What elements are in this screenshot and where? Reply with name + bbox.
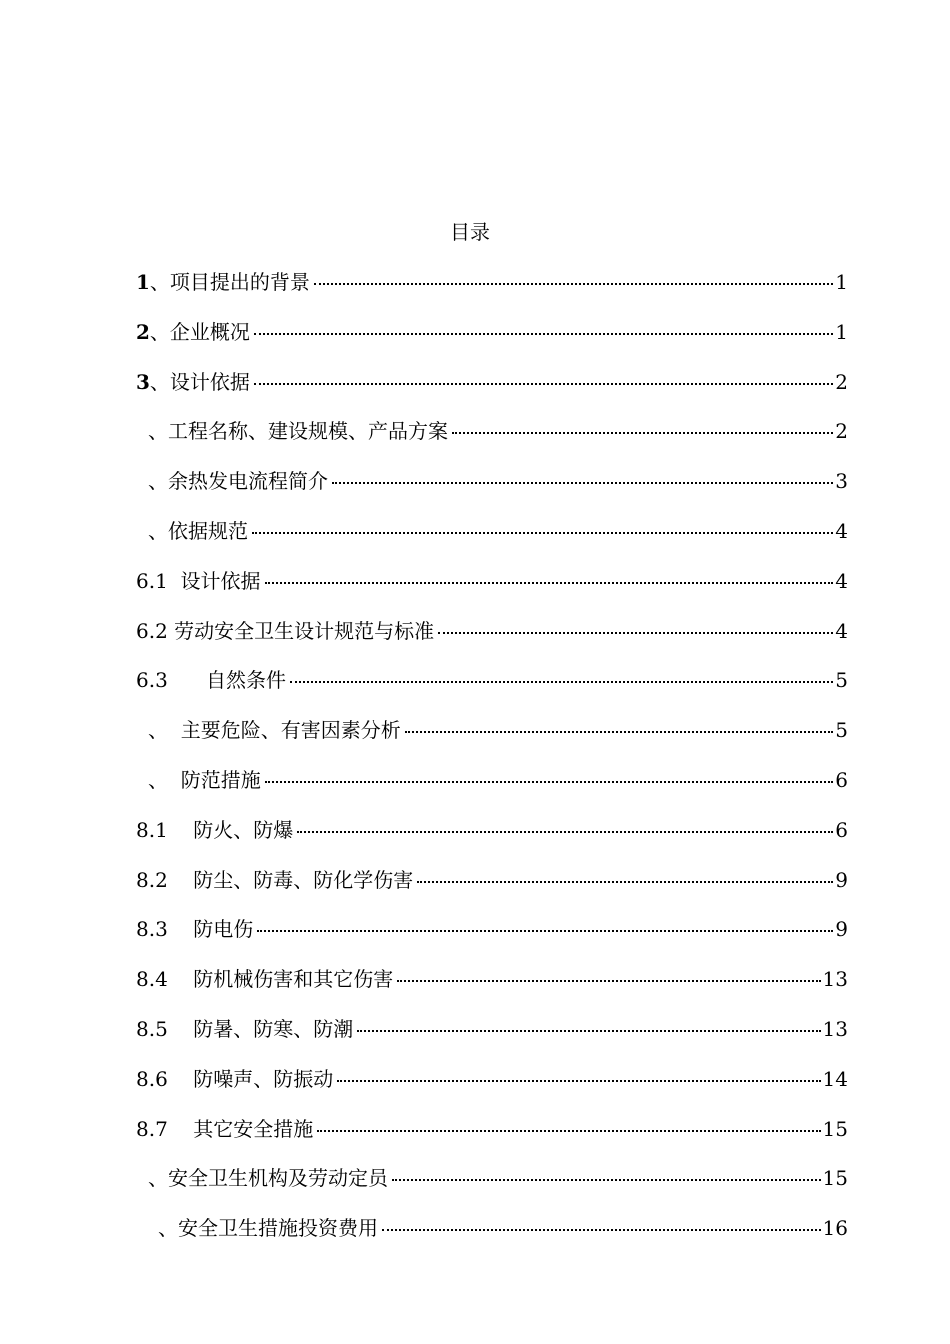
toc-entry-label: 防电伤	[167, 917, 254, 942]
toc-entry-label: 其它安全措施	[167, 1116, 314, 1141]
toc-entry-label: 防暑、防寒、防潮	[167, 1016, 354, 1041]
toc-entry[interactable]	[136, 517, 848, 567]
toc-entry-number: 8.5	[136, 1016, 168, 1041]
toc-entry[interactable]	[136, 467, 848, 517]
toc-entry-page-number: 9	[835, 917, 848, 942]
toc-entry-label: 、 主要危险、有害因素分析	[148, 718, 401, 743]
toc-entry-label: 、安全卫生措施投资费用	[158, 1216, 378, 1241]
toc-entry-label: 、设计依据	[149, 369, 250, 394]
toc-entry-page-number: 6	[835, 767, 848, 792]
table-of-contents	[136, 268, 848, 1264]
toc-entry[interactable]	[136, 1115, 848, 1165]
toc-entry-label: 自然条件	[167, 668, 286, 693]
dot-leader	[314, 283, 833, 285]
dot-leader	[392, 1179, 821, 1181]
toc-entry-number: 8.2	[136, 867, 168, 892]
toc-entry-page-number: 4	[835, 618, 848, 643]
toc-entry-label: 、工程名称、建设规模、产品方案	[148, 419, 448, 444]
dot-leader	[265, 781, 834, 783]
dot-leader	[265, 582, 834, 584]
toc-entry-number: 8.6	[136, 1066, 168, 1091]
dot-leader	[382, 1229, 821, 1231]
toc-entry-label: 劳动安全卫生设计规范与标准	[167, 618, 435, 643]
toc-entry-label: 、安全卫生机构及劳动定员	[148, 1166, 388, 1191]
toc-entry-number: 2	[136, 319, 150, 344]
toc-entry-page-number: 14	[822, 1066, 848, 1091]
dot-leader	[438, 632, 833, 634]
toc-entry-page-number: 16	[822, 1216, 848, 1241]
toc-entry-number: 8.1	[136, 817, 168, 842]
toc-entry[interactable]	[136, 368, 848, 418]
toc-entry-page-number: 15	[822, 1166, 848, 1191]
toc-entry[interactable]	[136, 716, 848, 766]
toc-entry-page-number: 2	[835, 419, 848, 444]
dot-leader	[405, 731, 834, 733]
toc-entry-page-number: 5	[835, 718, 848, 743]
dot-leader	[254, 333, 833, 335]
toc-entry-label: 防噪声、防振动	[167, 1066, 334, 1091]
toc-entry-label: 、 防范措施	[148, 767, 261, 792]
dot-leader	[254, 383, 833, 385]
dot-leader	[452, 432, 833, 434]
toc-entry-label: 防火、防爆	[167, 817, 294, 842]
dot-leader	[357, 1030, 820, 1032]
toc-entry[interactable]	[136, 567, 848, 617]
dot-leader	[417, 881, 833, 883]
toc-entry[interactable]	[136, 318, 848, 368]
toc-entry[interactable]	[136, 666, 848, 716]
toc-entry-number: 3	[136, 369, 150, 394]
toc-entry[interactable]	[136, 617, 848, 667]
toc-entry-number: 1	[136, 270, 150, 294]
toc-entry-number: 6.2	[136, 618, 168, 643]
toc-entry-number: 6.1	[136, 568, 168, 593]
toc-entry-page-number: 13	[822, 1016, 848, 1041]
toc-entry-page-number: 15	[822, 1116, 848, 1141]
toc-entry-label: 防尘、防毒、防化学伤害	[167, 867, 414, 892]
dot-leader	[290, 681, 833, 683]
dot-leader	[332, 482, 833, 484]
toc-entry-number: 6.3	[136, 668, 168, 693]
dot-leader	[257, 930, 833, 932]
dot-leader	[337, 1080, 820, 1082]
toc-entry-label: 、余热发电流程简介	[148, 469, 328, 494]
toc-entry[interactable]	[136, 915, 848, 965]
toc-entry-page-number: 1	[835, 319, 848, 344]
dot-leader	[397, 980, 820, 982]
toc-entry-page-number: 5	[835, 668, 848, 693]
toc-entry-label: 、项目提出的背景	[149, 270, 310, 294]
toc-entry-label: 设计依据	[167, 568, 261, 593]
toc-entry-number: 8.4	[136, 967, 168, 992]
toc-entry-page-number: 4	[835, 568, 848, 593]
toc-entry-page-number: 2	[835, 369, 848, 394]
toc-entry-page-number: 9	[835, 867, 848, 892]
toc-entry-label: 、依据规范	[148, 518, 248, 543]
toc-entry[interactable]	[136, 1164, 848, 1214]
toc-entry[interactable]	[136, 1065, 848, 1115]
toc-entry-page-number: 4	[835, 518, 848, 543]
toc-entry[interactable]	[136, 1015, 848, 1065]
toc-entry[interactable]	[136, 965, 848, 1015]
toc-entry[interactable]	[136, 766, 848, 816]
toc-entry-number: 8.3	[136, 917, 168, 942]
toc-entry-label: 、企业概况	[149, 319, 250, 344]
dot-leader	[252, 532, 833, 534]
toc-entry-page-number: 3	[835, 469, 848, 494]
toc-entry-label: 防机械伤害和其它伤害	[167, 967, 394, 992]
toc-entry[interactable]	[136, 417, 848, 467]
toc-entry-page-number: 13	[822, 967, 848, 992]
toc-entry[interactable]	[136, 866, 848, 916]
dot-leader	[297, 831, 833, 833]
toc-entry-page-number: 1	[835, 270, 848, 294]
toc-entry[interactable]	[136, 816, 848, 866]
toc-entry[interactable]	[136, 1214, 848, 1264]
page-title: 目录	[450, 220, 490, 244]
dot-leader	[317, 1130, 820, 1132]
toc-entry-number: 8.7	[136, 1116, 168, 1141]
toc-entry-page-number: 6	[835, 817, 848, 842]
toc-entry[interactable]	[136, 268, 848, 318]
